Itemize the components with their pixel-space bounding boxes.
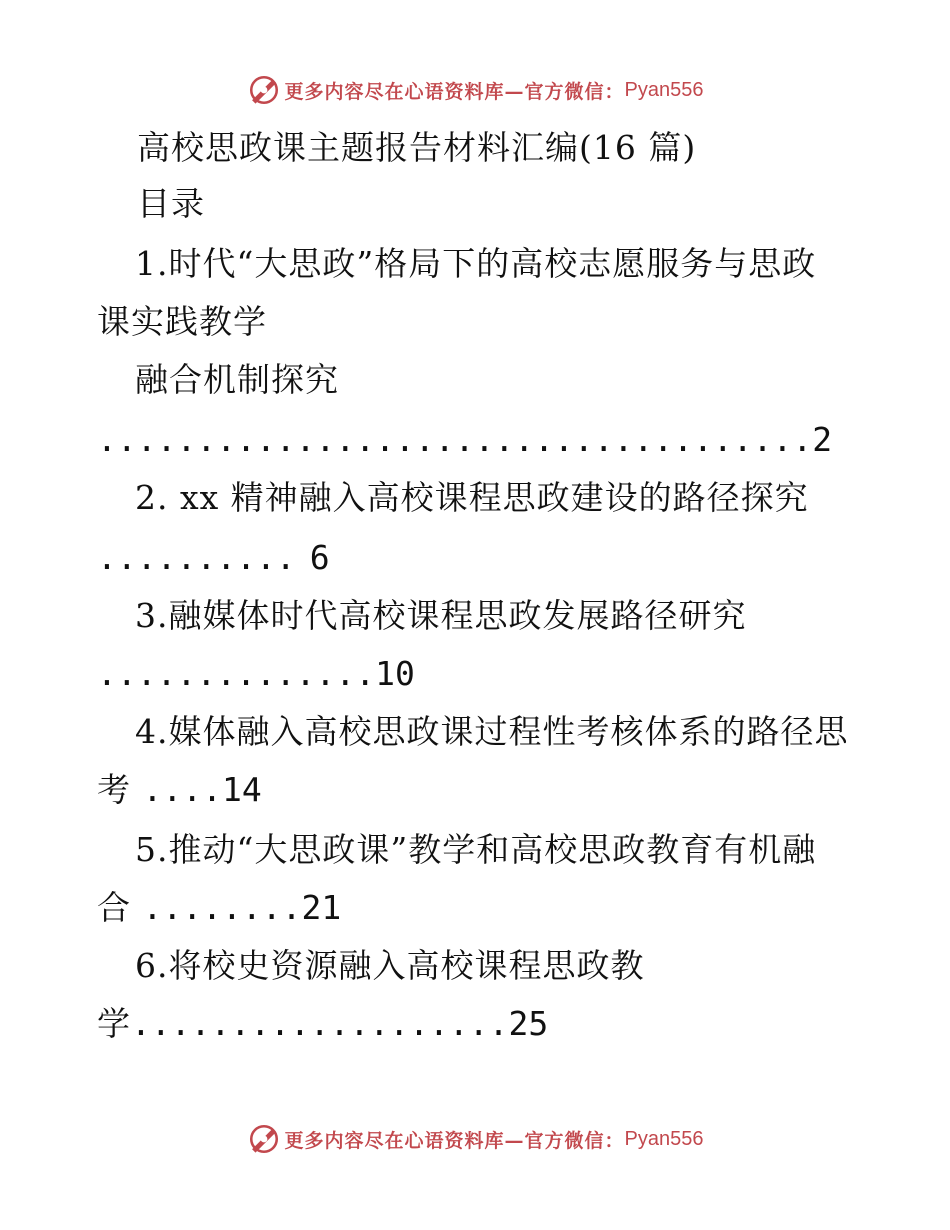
toc-entry-5-line-1: 5.推动“大思政课”教学和高校思政教育有机融 — [135, 830, 817, 869]
toc-entry-6-tail-text: 学 — [97, 1004, 131, 1043]
toc-entry-2-leader-row — [97, 538, 330, 578]
header-banner-contact: Pyan556 — [624, 78, 704, 101]
footer-banner-text: 更多内容尽在心语资料库—官方微信： — [284, 1129, 625, 1152]
toc-entry-5-leader: ........ — [142, 888, 302, 927]
footer-banner-contact: Pyan556 — [624, 1127, 704, 1150]
header-banner-text: 更多内容尽在心语资料库—官方微信： — [284, 80, 625, 103]
toc-entry-5-page: 21 — [301, 888, 342, 927]
toc-entry-2-line-1: 2. xx 精神融入高校课程思政建设的路径探究 — [135, 478, 809, 517]
document-title: 高校思政课主题报告材料汇编(16 篇) — [137, 128, 697, 167]
toc-entry-2-page: 6 — [309, 538, 330, 577]
toc-entry-1-line-2: 课实践教学 — [97, 302, 267, 341]
toc-entry-1-line-1: 1.时代“大思政”格局下的高校志愿服务与思政 — [135, 244, 817, 283]
toc-entry-3-leader-row — [97, 654, 415, 694]
toc-entry-6-leader-row — [97, 1004, 548, 1044]
toc-entry-4-line-1: 4.媒体融入高校思政课过程性考核体系的路径思 — [135, 712, 849, 751]
toc-entry-4-leader-row — [97, 770, 262, 810]
toc-entry-6-line-1: 6.将校史资源融入高校课程思政教 — [135, 946, 645, 985]
toc-entry-1-line-3: 融合机制探究 — [135, 360, 339, 399]
toc-entry-6-page: 25 — [508, 1004, 549, 1043]
toc-entry-1-leader: .................................... — [97, 420, 813, 459]
toc-entry-5-tail-text: 合 — [97, 888, 143, 927]
toc-entry-5-leader-row — [97, 888, 341, 928]
toc-heading: 目录 — [137, 184, 205, 223]
toc-entry-4-page: 14 — [221, 770, 262, 809]
toc-entry-3-leader: .............. — [97, 654, 376, 693]
toc-entry-3-line-1: 3.融媒体时代高校课程思政发展路径研究 — [135, 596, 747, 635]
pen-nib-logo-icon — [247, 73, 281, 107]
pen-nib-logo-icon — [247, 1122, 281, 1156]
header-banner — [0, 70, 950, 110]
footer-banner — [0, 1119, 950, 1159]
toc-entry-4-tail-text: 考 — [97, 770, 143, 809]
toc-entry-2-leader: .......... — [97, 538, 296, 577]
toc-entry-3-page: 10 — [375, 654, 415, 693]
toc-entry-1-leader-row — [97, 420, 832, 460]
toc-entry-1-page: 2 — [812, 420, 833, 459]
toc-entry-4-leader: .... — [142, 770, 222, 809]
toc-entry-6-leader: ................... — [131, 1004, 509, 1043]
